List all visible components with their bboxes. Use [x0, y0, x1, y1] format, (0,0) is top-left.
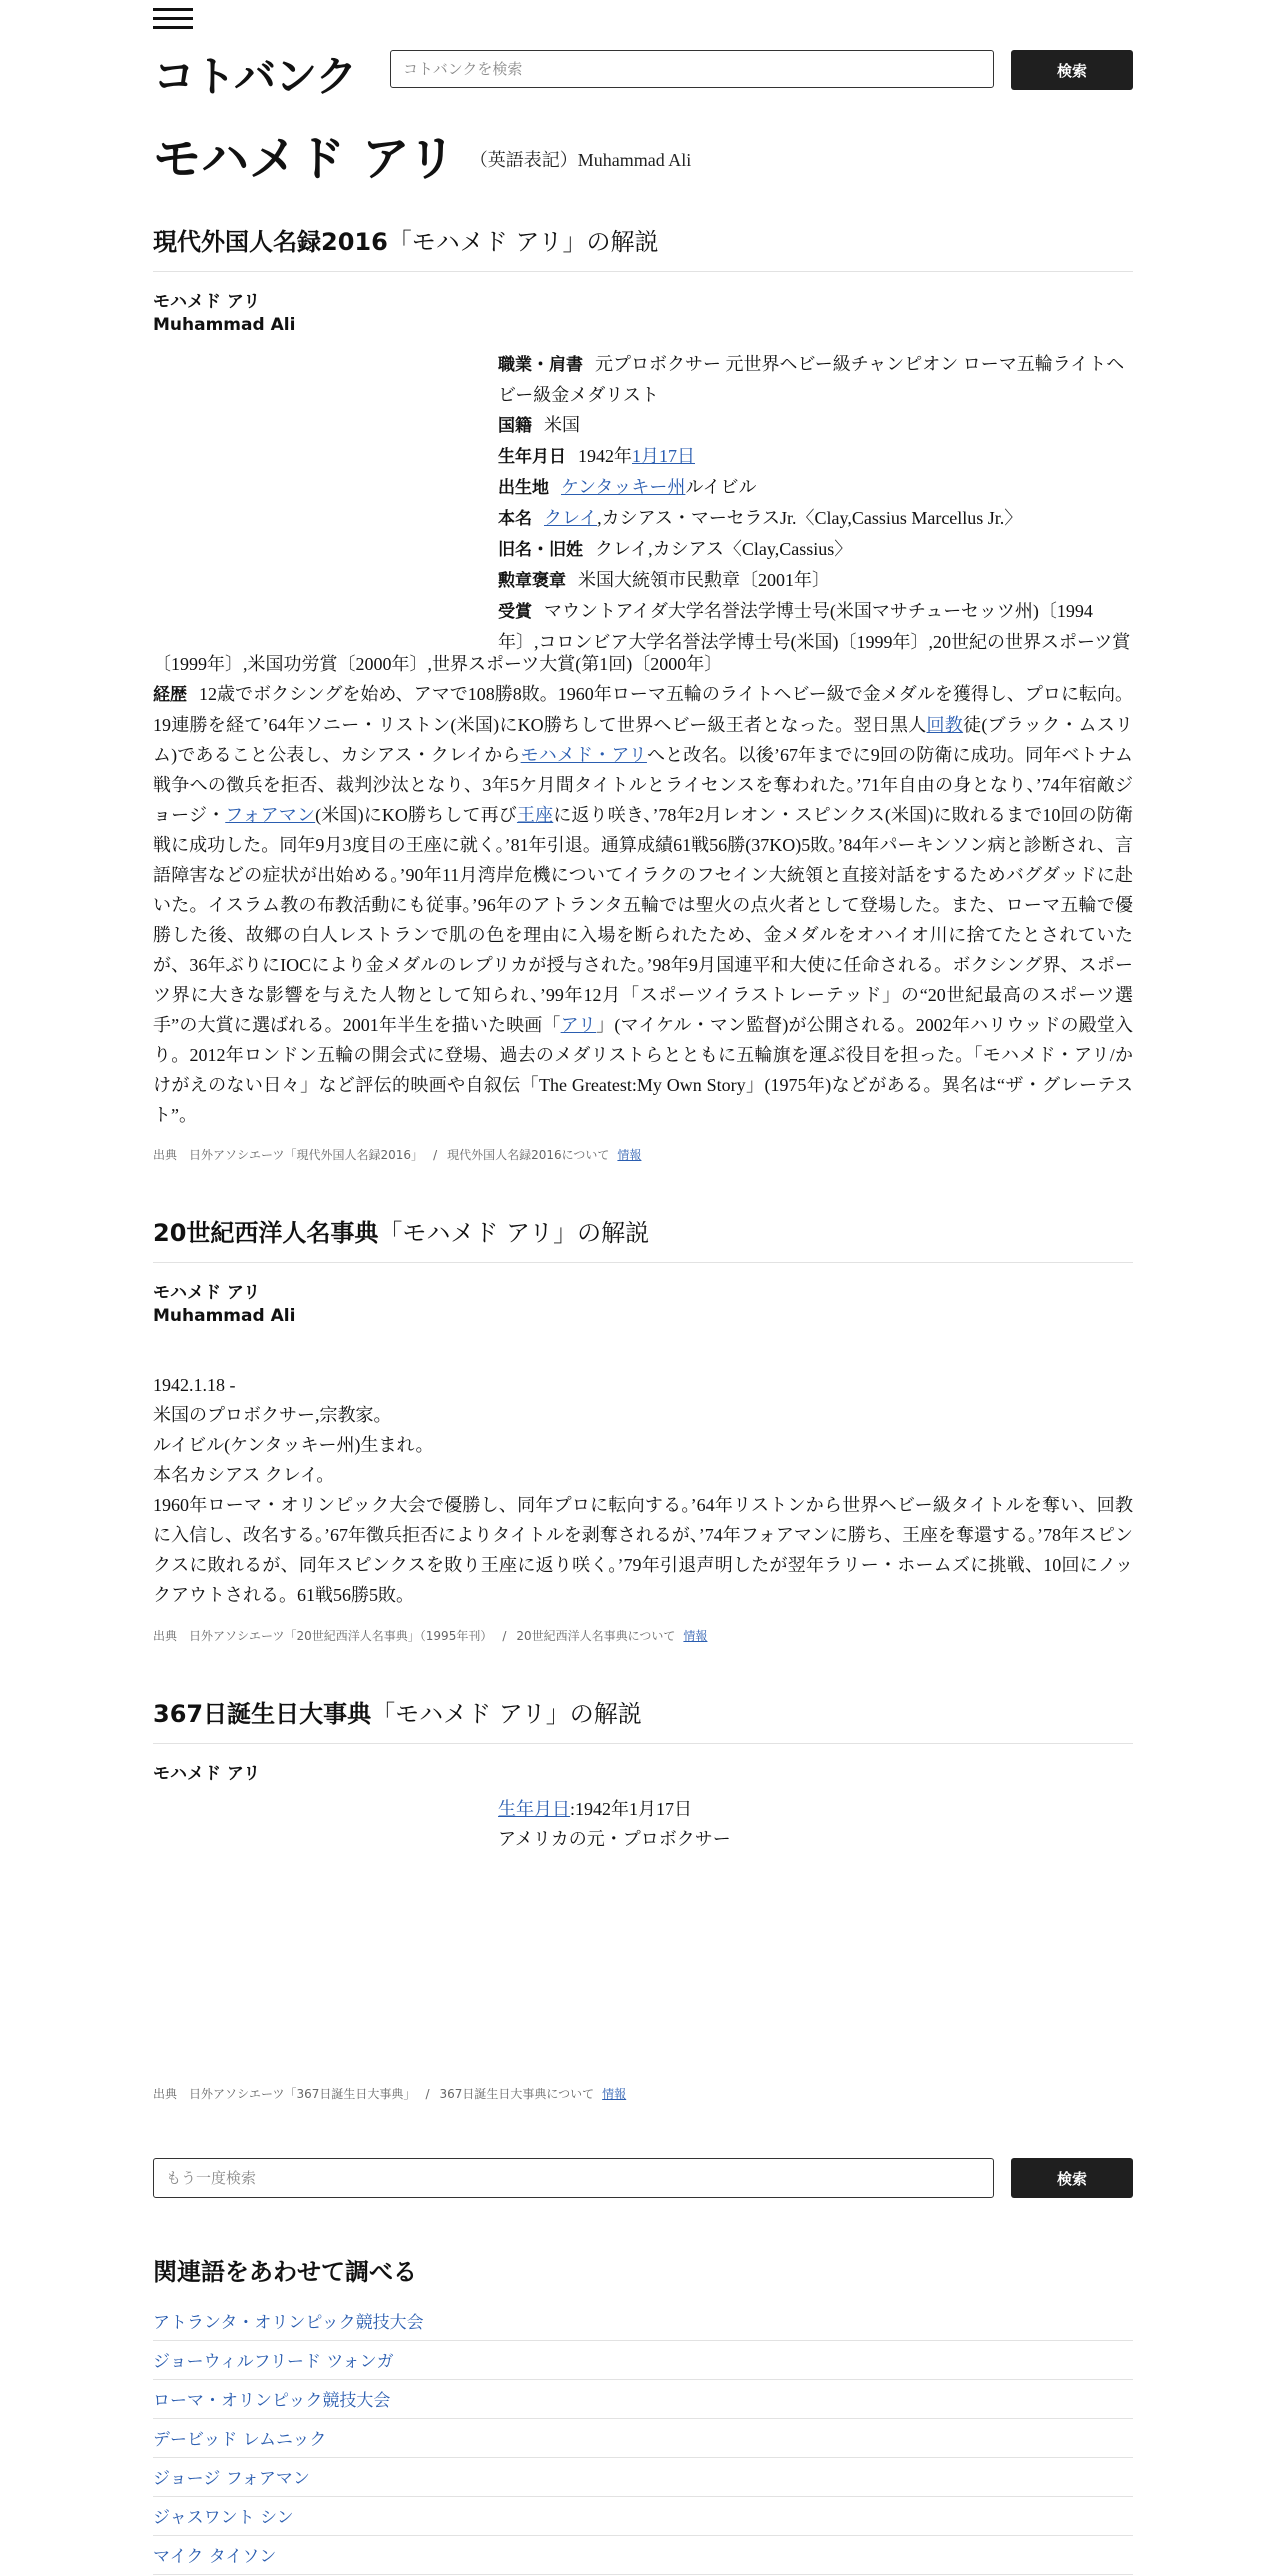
section-title-3-rest: 「モハメド アリ」の解説: [371, 1700, 642, 1728]
search-input[interactable]: [390, 50, 994, 88]
profile-formername: 旧名・旧姓 クレイ,カシアス〈Clay,Cassius〉: [498, 539, 853, 560]
profile-block: [498, 349, 1133, 657]
section-title-3-dict: 367日誕生日大事典: [153, 1700, 372, 1728]
search-again-button[interactable]: 検索: [1011, 2158, 1133, 2198]
menu-icon[interactable]: [153, 8, 193, 30]
career-link-ouza[interactable]: 王座: [516, 805, 554, 825]
entry-name-jp: モハメド アリ: [153, 292, 261, 312]
source-line-2: 出典 日外アソシエーツ「20世紀西洋人名事典」（1995年刊） / 20世紀西洋人名事典について 情報: [153, 1629, 708, 1643]
birthplace-link[interactable]: ケンタッキー州: [561, 477, 686, 497]
related-link[interactable]: ジョージ フォアマン: [153, 2469, 310, 2489]
career-link-film[interactable]: アリ: [560, 1015, 597, 1035]
profile-awards: 受賞 マウントアイダ大学名誉法学博士号(米国マサチューセッツ州)〔1994年〕,コロンビア大学名誉法学博士号(米国)〔1999年〕,20世紀の世界スポーツ賞: [498, 601, 1131, 652]
birthdate-link-3[interactable]: 生年月日: [498, 1799, 570, 1819]
career-text: 〔1999年〕,米国功労賞〔2000年〕,世界スポーツ大賞(第1回)〔2000年〕 経歴 12歳でボクシングを始め、アマで108勝8敗。1960年ローマ五輪のライトヘビー級で金メダルを獲得し、プロに転向。19連勝を経て’64年ソニー・リストン(米国)にKO勝ちして世界ヘビー級王者となった。翌日黒人回教徒(ブラック・ムスリム)であること公表し、カシアス・クレイからモハメド・アリへと改名。以後’67年までに9回の防衛に成功。同年ベトナム戦争への徴兵を拒否、裁判沙汰となり、3年5ケ月間タイトルとライセンスを奪われた。’71年自由の身となり、’74年宿敵ジョージ・フォアマン(米国)にKO勝ちして再び王座に返り咲き、’78年2月レオン・スピンクス(米国)に敗れるまで10回の防衛戦に成功した。同年9月3度目の王座に就く。’81年引退。通算成績61戦56勝(37KO)5敗。’84年パーキンソン病と診断され、言語障害などの症状が出始める。’90年11月湾岸危機についてイラクのフセイン大統領と直接対話をするためバグダッドに赴いた。イスラム教の布教活動にも従事。’96年のアトランタ五輪では聖火の点火者として登場した。また、ローマ五輪で優勝した後、故郷の白人レストランで肌の色を理由に入場を断られたため、金メダルをオハイオ川に捨てたとされていたが、36年ぶりにIOCにより金メダルのレプリカが授与された。’98年9月国連平和大使に任命される。ボクシング界、スポーツ界に大きな影響を与えた人物として知られ、’99年12月「スポーツイラストレーテッド」の“20世紀最高のスポーツ選手”の大賞に選ばれる。2001年半生を描いた映画「アリ」(マイケル・マン監督)が公開される。2002年ハリウッドの殿堂入り。2012年ロンドン五輪の開会式に登場、過去のメダリストらとともに五輪旗を運ぶ役目を担った。「モハメド・アリ/かけがえのない日々」など評伝的映画や自叙伝「The Greatest:My Own Story」(1975年)などがある。異名は“ザ・グレーテスト”。: [153, 654, 1134, 1125]
profile-occupation: 職業・肩書 元プロボクサー 元世界ヘビー級チャンピオン ローマ五輪ライトヘビー級金メダリスト: [498, 354, 1125, 405]
info-link-3[interactable]: 情報: [602, 2087, 627, 2101]
profile-birthdate: 生年月日 1942年1月17日: [498, 446, 695, 467]
info-link-1[interactable]: 情報: [617, 1148, 642, 1162]
related-link[interactable]: マイク タイソン: [153, 2547, 277, 2567]
section3-profile: 生年月日:1942年1月17日 アメリカの元・プロボクサー: [498, 1799, 731, 1849]
source-line-3: 出典 日外アソシエーツ「367日誕生日大事典」 / 367日誕生日大事典について 情報: [153, 2087, 627, 2101]
awards-continued: 〔1999年〕,米国功労賞〔2000年〕,世界スポーツ大賞(第1回)〔2000年〕: [153, 654, 723, 674]
section-title-2: [153, 1213, 1133, 1263]
page-title-main: モハメド アリ: [153, 131, 456, 187]
related-title: 関連語をあわせて調べる: [153, 2258, 417, 2286]
profile-nationality: 国籍 米国: [498, 415, 580, 436]
career-label: 経歴: [153, 685, 188, 705]
search-button[interactable]: 検索: [1011, 50, 1133, 90]
related-link[interactable]: アトランタ・オリンピック競技大会: [153, 2313, 424, 2333]
section-title-3: [153, 1694, 1133, 1744]
career-link-kaikyo[interactable]: 回教: [926, 715, 964, 735]
related-list: [153, 2302, 1133, 2575]
profile-honors: 勲章褒章 米国大統領市民勲章〔2001年〕: [498, 570, 830, 591]
birthdate-link[interactable]: 1月17日: [632, 446, 695, 466]
list-item: [153, 2497, 1133, 2536]
entry-name-en: Muhammad Ali: [153, 315, 296, 335]
entry-name-jp-2: モハメド アリ: [153, 1283, 261, 1303]
related-link[interactable]: ジャスワント シン: [153, 2508, 294, 2528]
related-link[interactable]: ジョーウィルフリード ツォンガ: [153, 2352, 394, 2372]
section-title-2-rest: 「モハメド アリ」の解説: [378, 1219, 650, 1247]
source-line-1: 出典 日外アソシエーツ「現代外国人名録2016」 / 現代外国人名録2016について 情報: [153, 1148, 642, 1162]
career-link-ali[interactable]: モハメド・アリ: [520, 745, 647, 765]
site-logo[interactable]: コトバンク: [153, 52, 357, 101]
related-link[interactable]: デービッド レムニック: [153, 2430, 327, 2450]
list-item: [153, 2341, 1133, 2380]
realname-link[interactable]: クレイ: [544, 508, 598, 528]
list-item: [153, 2380, 1133, 2419]
search-again-input[interactable]: [153, 2158, 994, 2198]
list-item: [153, 2536, 1133, 2575]
section-title-1-rest: 「モハメド アリ」の解説: [387, 228, 659, 256]
list-item: [153, 2302, 1133, 2341]
info-link-2[interactable]: 情報: [683, 1629, 708, 1643]
entry-name-en-2: Muhammad Ali: [153, 1306, 296, 1326]
entry-name-jp-3: モハメド アリ: [153, 1764, 261, 1784]
page-title: [153, 120, 691, 189]
career-link-foreman[interactable]: フォアマン: [225, 805, 316, 825]
profile-birthplace: 出生地 ケンタッキー州ルイビル: [498, 477, 757, 498]
profile-realname: 本名 クレイ,カシアス・マーセラスJr.〈Clay,Cassius Marcellus Jr.〉: [498, 508, 1023, 529]
list-item: [153, 2458, 1133, 2497]
section-title-1-dict: 現代外国人名録2016: [153, 228, 388, 256]
related-link[interactable]: ローマ・オリンピック競技大会: [153, 2391, 391, 2411]
section-title-2-dict: 20世紀西洋人名事典: [153, 1219, 379, 1247]
page-title-english: （英語表記）Muhammad Ali: [469, 149, 692, 170]
section-title-1: [153, 222, 1133, 272]
list-item: [153, 2419, 1133, 2458]
section2-text: 1942.1.18 - 米国のプロボクサー,宗教家。 ルイビル(ケンタッキー州)生まれ。 本名カシアス クレイ。 1960年ローマ・オリンピック大会で優勝し、同年プロに転向する。’64年リストンから世界ヘビー級タイトルを奪い、回教に入信し、改名する。’67年徴兵拒否によりタイトルを剥奪されるが、’74年フォアマンに勝ち、王座を奪還する。’78年スピンクスに敗れるが、同年スピンクスを敗り王座に返り咲く。’79年引退声明したが翌年ラリー・ホームズに挑戦、10回にノックアウトされる。61戦56勝5敗。: [153, 1375, 1133, 1605]
